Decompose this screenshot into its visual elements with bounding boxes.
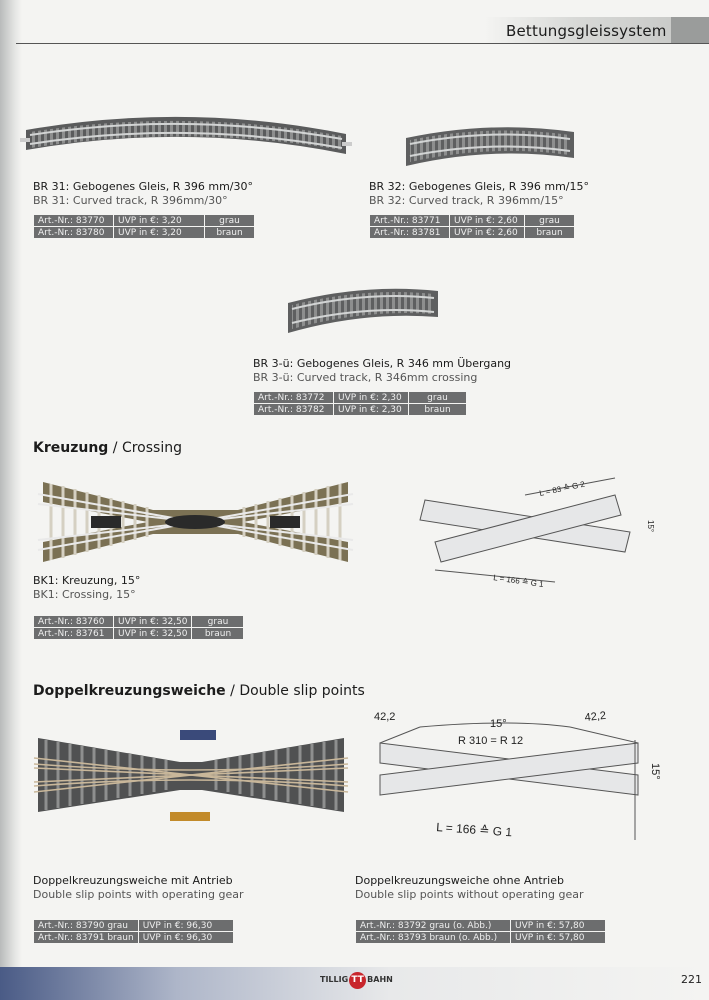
table-row: Art.-Nr.: 83791 braun UVP in €: 96,30 (34, 932, 234, 944)
crossing-diagram (415, 470, 680, 590)
table-row: Art.-Nr.: 83761 UVP in €: 32,50 braun (34, 628, 244, 640)
double-slip-left-dim: 42,2 (374, 711, 396, 723)
double-slip-angle-side: 15° (649, 763, 661, 780)
dkw-track-image (30, 728, 352, 824)
table-row: Art.-Nr.: 83793 braun (o. Abb.) UVP in €: 57,80 (356, 932, 606, 944)
br32-track-image (402, 122, 580, 176)
br31-caption (33, 180, 253, 208)
br3u-title-de: BR 3-ü: Gebogenes Gleis, R 346 mm Übergang (253, 357, 512, 370)
dkw-mit-title-en: Double slip points with operating gear (33, 888, 244, 901)
dkw-ohne-article-table (355, 919, 606, 944)
dkw-mit-title-de: Doppelkreuzungsweiche mit Antrieb (33, 874, 233, 887)
table-row: Art.-Nr.: 83781 UVP in €: 2,60 braun (370, 227, 575, 239)
br32-title-en: BR 32: Curved track, R 396mm/15° (369, 194, 564, 207)
double-slip-angle-top: 15° (490, 718, 507, 730)
dkw-ohne-title-de: Doppelkreuzungsweiche ohne Antrieb (355, 874, 564, 887)
br31-title-en: BR 31: Curved track, R 396mm/30° (33, 194, 228, 207)
header-rule (16, 43, 709, 44)
double-slip-radius: R 310 = R 12 (458, 735, 524, 747)
bk1-crossing-image (33, 474, 358, 570)
br32-title-de: BR 32: Gebogenes Gleis, R 396 mm/15° (369, 180, 589, 193)
dkw-ohne-caption (355, 874, 584, 902)
bk1-title-en: BK1: Crossing, 15° (33, 588, 136, 601)
br3u-title-en: BR 3-ü: Curved track, R 346mm crossing (253, 371, 478, 384)
crossing-bottom-label: L = 166 ≙ G 1 (492, 573, 545, 590)
bk1-caption (33, 574, 140, 602)
crossing-top-label: L = 83 ≙ G 2 (538, 479, 586, 498)
section-title-double-slip: Doppelkreuzungsweiche / Double slip points (33, 683, 365, 699)
page-gutter-shadow (0, 0, 22, 1000)
crossing-angle-label: 15° (646, 520, 655, 533)
table-row: Art.-Nr.: 83782 UVP in €: 2,30 braun (254, 404, 467, 416)
double-slip-length: L = 166 ≙ G 1 (435, 820, 513, 840)
table-row: Art.-Nr.: 83772 UVP in €: 2,30 grau (254, 392, 467, 404)
bk1-title-de: BK1: Kreuzung, 15° (33, 574, 141, 587)
br32-caption (369, 180, 589, 208)
br3u-track-image (284, 285, 444, 341)
double-slip-right-dim: 42,2 (584, 709, 607, 724)
page-title: Bettungsgleissystem (506, 22, 667, 40)
br31-title-de: BR 31: Gebogenes Gleis, R 396 mm/30° (33, 180, 253, 193)
table-row: Art.-Nr.: 83760 UVP in €: 32,50 grau (34, 616, 244, 628)
table-row: Art.-Nr.: 83780 UVP in €: 3,20 braun (34, 227, 255, 239)
table-row: Art.-Nr.: 83790 grau UVP in €: 96,30 (34, 920, 234, 932)
bk1-article-table (33, 615, 244, 640)
header-accent (671, 17, 709, 44)
br3u-caption (253, 357, 511, 385)
dkw-ohne-title-en: Double slip points without operating gear (355, 888, 584, 901)
dkw-mit-caption (33, 874, 244, 902)
page-number: 221 (681, 973, 702, 986)
br3u-article-table (253, 391, 467, 416)
br31-track-image (20, 108, 352, 168)
dkw-mit-article-table (33, 919, 234, 944)
tillig-logo: TILLIG TT BAHN (320, 972, 393, 989)
double-slip-diagram (374, 705, 680, 845)
section-title-crossing: Kreuzung / Crossing (33, 440, 182, 456)
table-row: Art.-Nr.: 83770 UVP in €: 3,20 grau (34, 215, 255, 227)
table-row: Art.-Nr.: 83792 grau (o. Abb.) UVP in €: 57,80 (356, 920, 606, 932)
br32-article-table (369, 214, 575, 239)
table-row: Art.-Nr.: 83771 UVP in €: 2,60 grau (370, 215, 575, 227)
br31-article-table (33, 214, 255, 239)
